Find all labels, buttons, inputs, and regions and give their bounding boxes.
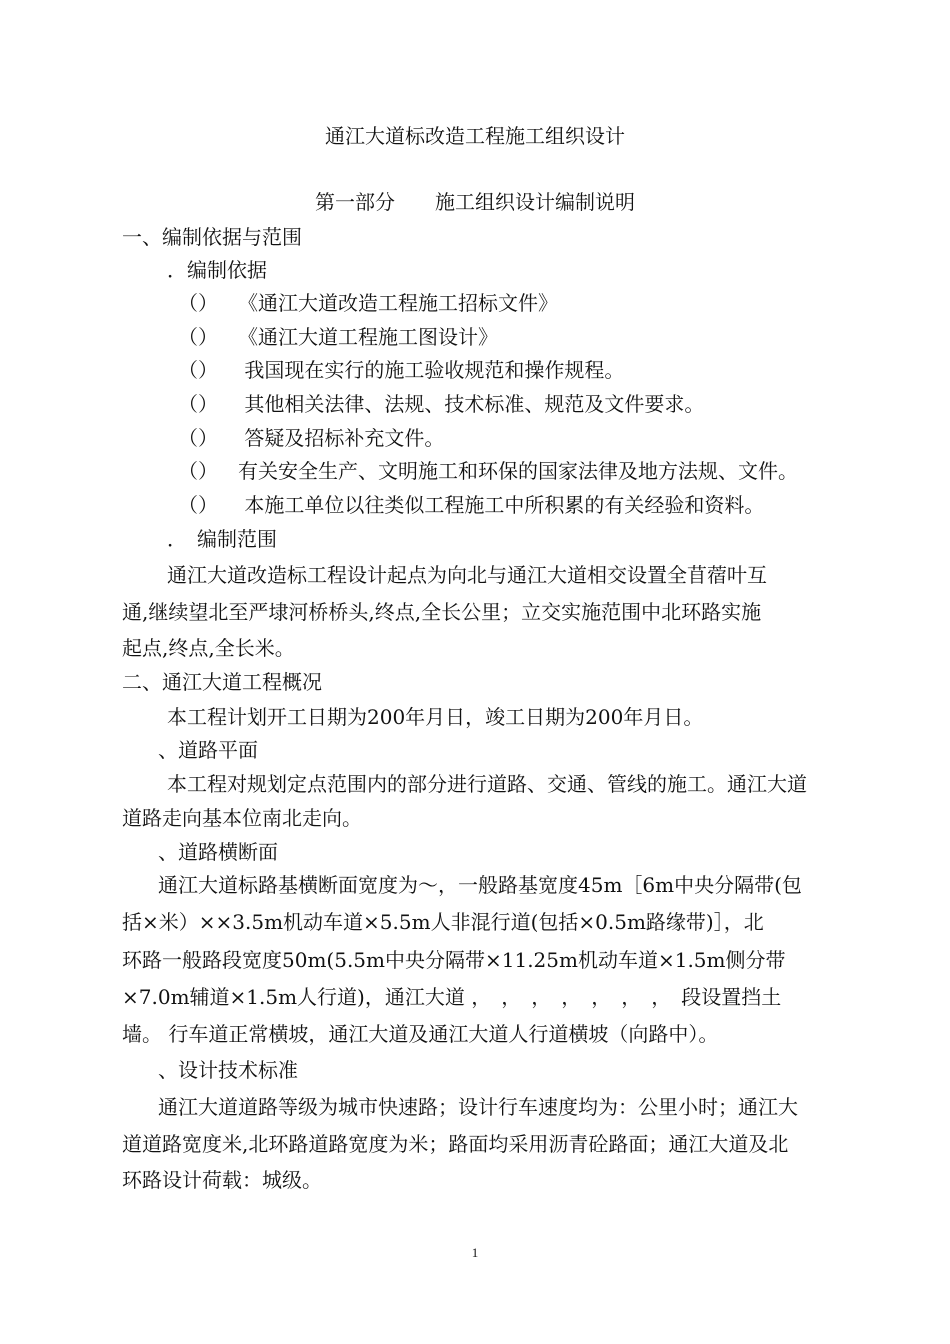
subsection-heading-standards: 、设计技术标准: [158, 1058, 298, 1082]
document-title: 通江大道标改造工程施工组织设计: [325, 124, 625, 148]
paragraph-line: 本工程计划开工日期为200年月日，竣工日期为200年月日。: [167, 705, 704, 729]
subsection-heading-scope: ． 编制范围: [167, 527, 277, 551]
subsection-heading-plane: 、道路平面: [158, 738, 258, 762]
list-item: （） 答疑及招标补充文件。: [178, 426, 445, 450]
list-item: （） 《通江大道工程施工图设计》: [178, 325, 498, 349]
list-item: （） 本施工单位以往类似工程施工中所积累的有关经验和资料。: [178, 493, 765, 517]
list-item: （） 我国现在实行的施工验收规范和操作规程。: [178, 358, 625, 382]
paragraph-line: 道道路宽度米,北环路道路宽度为米；路面均采用沥青砼路面；通江大道及北: [122, 1132, 789, 1156]
paragraph-line: 本工程对规划定点范围内的部分进行道路、交通、管线的施工。通江大道: [167, 772, 807, 796]
subsection-heading-basis: ．编制依据: [167, 258, 267, 282]
paragraph-line: 环路一般路段宽度50m(5.5m中央分隔带×11.25m机动车道×1.5m侧分带: [122, 948, 786, 972]
part-heading: 第一部分 施工组织设计编制说明: [315, 190, 635, 214]
subsection-heading-cross-section: 、道路横断面: [158, 840, 278, 864]
paragraph-line: 道路走向基本位南北走向。: [122, 806, 362, 830]
section-heading-1: 一、编制依据与范围: [122, 225, 302, 249]
paragraph-line: 括×米）××3.5m机动车道×5.5m人非混行道(包括×0.5m路缘带)］，北: [122, 910, 764, 934]
list-item: （） 有关安全生产、文明施工和环保的国家法律及地方法规、文件。: [178, 459, 798, 483]
paragraph-line: 墙。 行车道正常横坡，通江大道及通江大道人行道横坡（向路中）。: [122, 1022, 719, 1046]
paragraph-line: ×7.0m辅道×1.5m人行道)，通江大道 ， ， ， ， ， ， ， 段设置挡土: [122, 985, 782, 1009]
paragraph-line: 通江大道标路基横断面宽度为～，一般路基宽度45m［6m中央分隔带(包: [158, 873, 802, 897]
page-number: 1: [471, 1245, 479, 1260]
paragraph-line: 通,继续望北至严埭河桥桥头,终点,全长公里；立交实施范围中北环路实施: [122, 600, 762, 624]
list-item: （） 《通江大道改造工程施工招标文件》: [178, 291, 558, 315]
list-item: （） 其他相关法律、法规、技术标准、规范及文件要求。: [178, 392, 705, 416]
paragraph-line: 通江大道改造标工程设计起点为向北与通江大道相交设置全苜蓿叶互: [167, 563, 767, 587]
paragraph-line: 通江大道道路等级为城市快速路；设计行车速度均为：公里小时；通江大: [158, 1095, 798, 1119]
paragraph-line: 环路设计荷载：城级。: [122, 1168, 322, 1192]
section-heading-2: 二、通江大道工程概况: [122, 670, 322, 694]
paragraph-line: 起点,终点,全长米。: [122, 636, 295, 660]
